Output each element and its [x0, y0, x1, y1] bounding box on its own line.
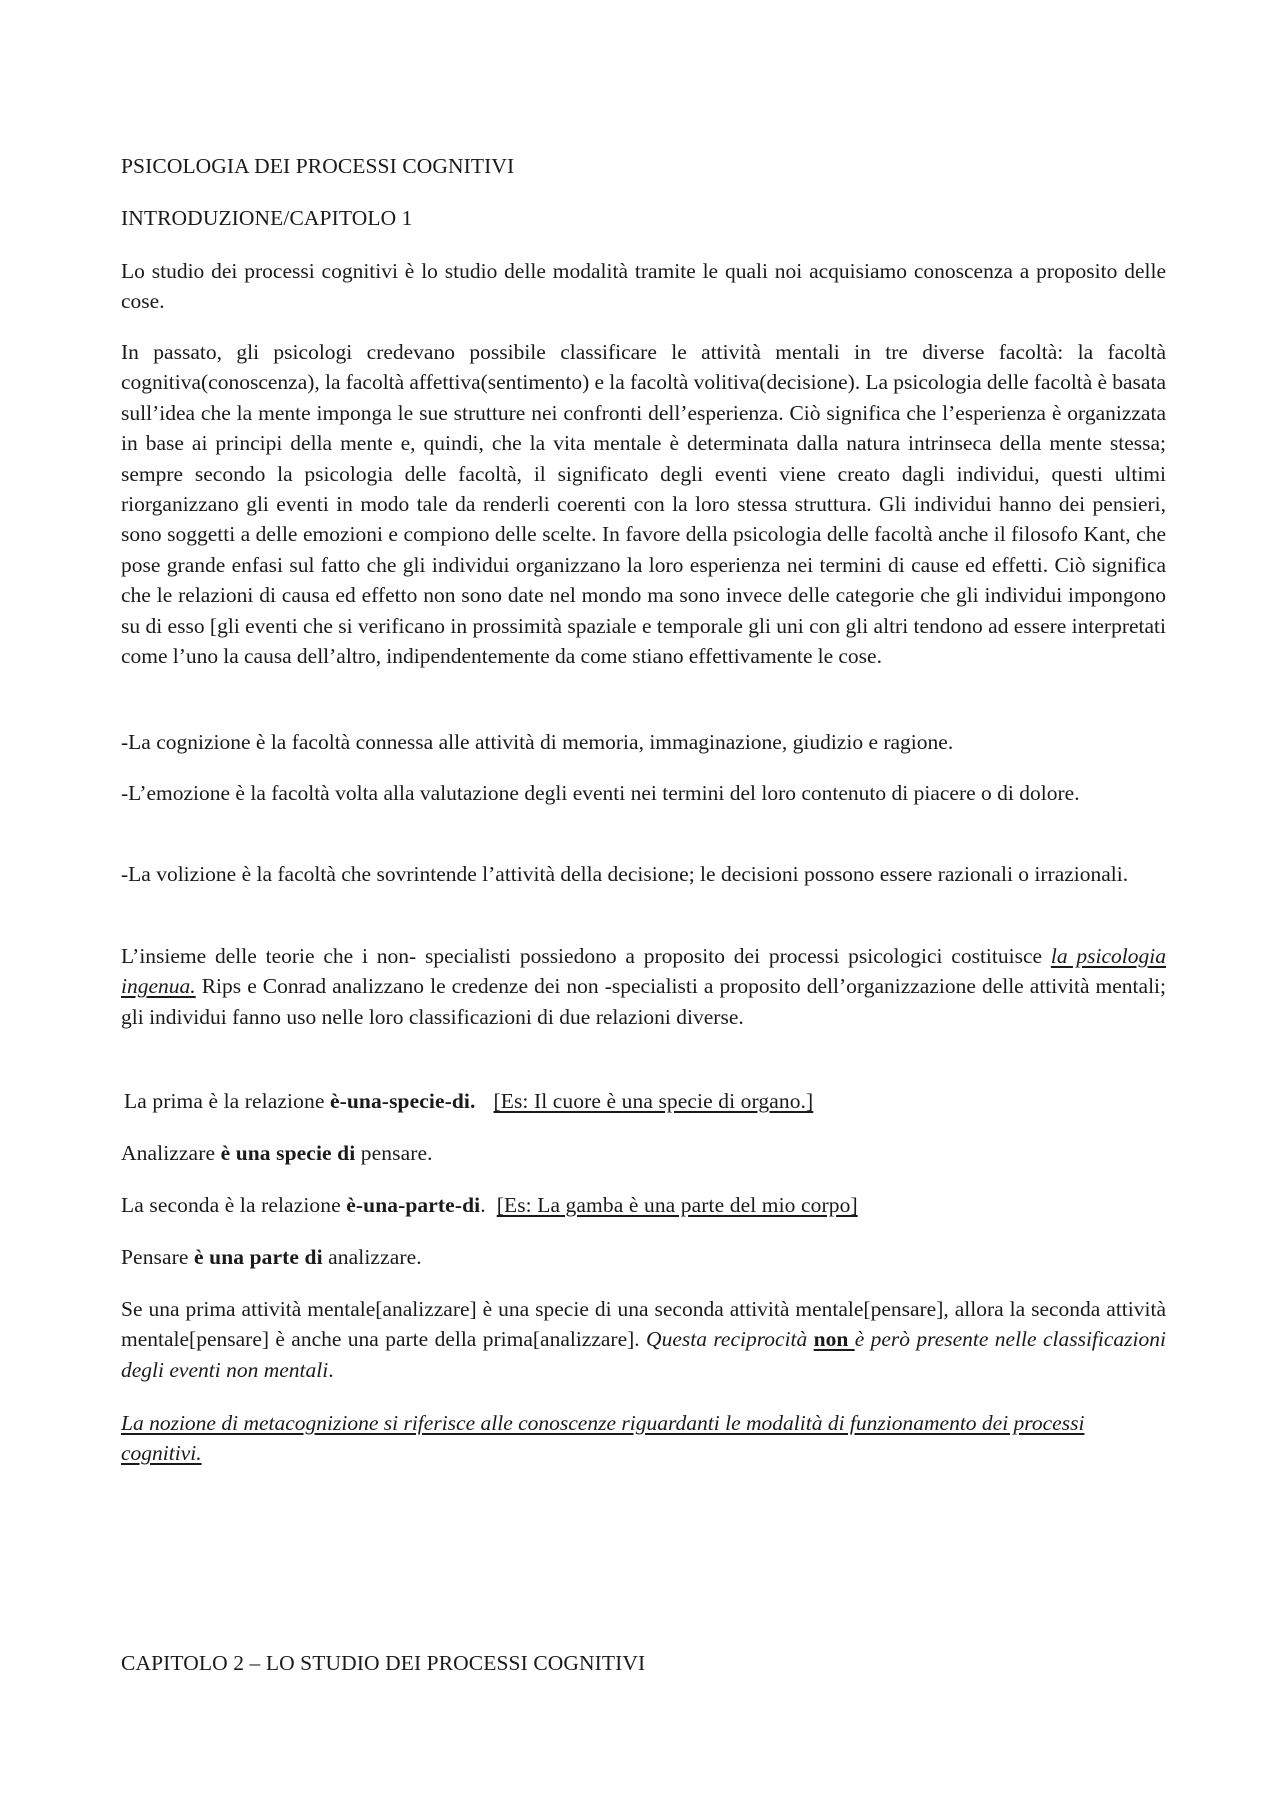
relation-2-text: La seconda è la relazione: [121, 1193, 347, 1217]
faculty-psychology-paragraph: In passato, gli psicologi credevano possibile classificare le attività mentali in tre diverse facoltà: la facoltà cognitiva(conoscenza), la facoltà affettiva(sentimento) e la facoltà volitiva(decisione). La psicologia delle facoltà è basata sull’idea che la mente imponga le sue strutture nei confronti dell’esperienza. Ciò significa che l’esperienza è organizzata in base ai principi della mente e, quindi, che la vita mentale è determinata dalla natura intrinseca della mente stessa; sempre secondo la psicologia delle facoltà, il significato degli eventi viene creato dagli individui, questi ultimi riorganizzano gli eventi in modo tale da renderli coerenti con la loro stessa struttura. Gli individui hanno dei pensieri, sono soggetti a delle emozioni e compiono delle scelte. In favore della psicologia delle facoltà anche il filosofo Kant, che pose grande enfasi sul fatto che gli individui organizzano la loro esperienza nei termini di cause ed effetti. Ciò significa che le relazioni di causa ed effetto non sono date nel mondo ma sono invece delle categorie che gli individui impongono su di esso [gli eventi che si verificano in prossimità spaziale e temporale gli uni con gli altri tendono ad essere interpretati come l’uno la causa dell’altro, indipendentemente da come stiano effettivamente le cose.: [121, 340, 1166, 669]
emotion-bullet: -L’emozione è la facoltà volta alla valutazione degli eventi nei termini del loro contenuto di piacere o di dolore.: [121, 781, 1080, 805]
naive-text-end: Rips e Conrad analizzano le credenze dei non -specialisti a proposito dell’organizzazione delle attività mentali; gli individui fanno uso nelle loro classificazioni di due relazioni diverse.: [121, 974, 1166, 1029]
reciprocity-italic-start: Questa reciprocità: [646, 1327, 814, 1352]
volition-bullet: -La volizione è la facoltà che sovrintende l’attività della decisione; le decisioni possono essere razionali o irrazionali.: [121, 862, 1129, 886]
relation-2-dot: .: [480, 1193, 486, 1217]
example-2-text-end: analizzare.: [322, 1245, 422, 1269]
relation-2-example: [Es: La gamba è una parte del mio corpo]: [496, 1193, 858, 1217]
metacognition-paragraph: [121, 1408, 1166, 1469]
relation-1-text: La prima è la relazione: [124, 1089, 330, 1113]
example-2-term: è una parte di: [194, 1245, 323, 1269]
document-title: PSICOLOGIA DEI PROCESSI COGNITIVI: [121, 154, 515, 178]
example-1-text-end: pensare.: [355, 1141, 433, 1165]
example-1-line: [121, 1138, 1166, 1168]
example-1-text-start: Analizzare: [121, 1141, 221, 1165]
relation-1-term: è-una-specie-di.: [329, 1089, 476, 1113]
reciprocity-negation: non: [813, 1327, 855, 1352]
naive-psychology-term: la psicologia ingenua.: [121, 944, 1166, 999]
relation-1-example: [Es: Il cuore è una specie di organo.]: [493, 1089, 814, 1113]
reciprocity-paragraph: [121, 1294, 1166, 1385]
relation-2-term: è-una-parte-di: [346, 1193, 481, 1217]
chapter-1-heading: INTRODUZIONE/CAPITOLO 1: [121, 206, 413, 230]
intro-paragraph: Lo studio dei processi cognitivi è lo studio delle modalità tramite le quali noi acquisiamo conoscenza a proposito delle cose.: [121, 259, 1166, 314]
metacognition-text: La nozione di metacognizione si riferisce alle conoscenze riguardanti le modalità di funzionamento dei processi cognitivi.: [121, 1411, 1085, 1466]
cognition-bullet: -La cognizione è la facoltà connessa alle attività di memoria, immaginazione, giudizio e ragione.: [121, 730, 954, 754]
naive-psychology-paragraph: [121, 941, 1166, 1032]
naive-text-start: L’insieme delle teorie che i non- specialisti possiedono a proposito dei processi psicologici costituisce: [121, 944, 1051, 968]
relation-1-line: [124, 1086, 1169, 1116]
reciprocity-period: .: [328, 1357, 334, 1382]
reciprocity-italic-end: è però presente nelle classificazioni degli eventi non mentali: [121, 1327, 1166, 1382]
example-2-line: [121, 1242, 1166, 1272]
example-1-term: è una specie di: [220, 1141, 356, 1165]
chapter-2-heading: CAPITOLO 2 – LO STUDIO DEI PROCESSI COGNITIVI: [121, 1651, 646, 1675]
example-2-text-start: Pensare: [121, 1245, 195, 1269]
reciprocity-text: Se una prima attività mentale[analizzare] è una specie di una seconda attività mentale[pensare], allora la seconda attività mentale[pensare] è anche una parte della prima[analizzare].: [121, 1297, 1166, 1352]
relation-2-line: [121, 1190, 1166, 1220]
